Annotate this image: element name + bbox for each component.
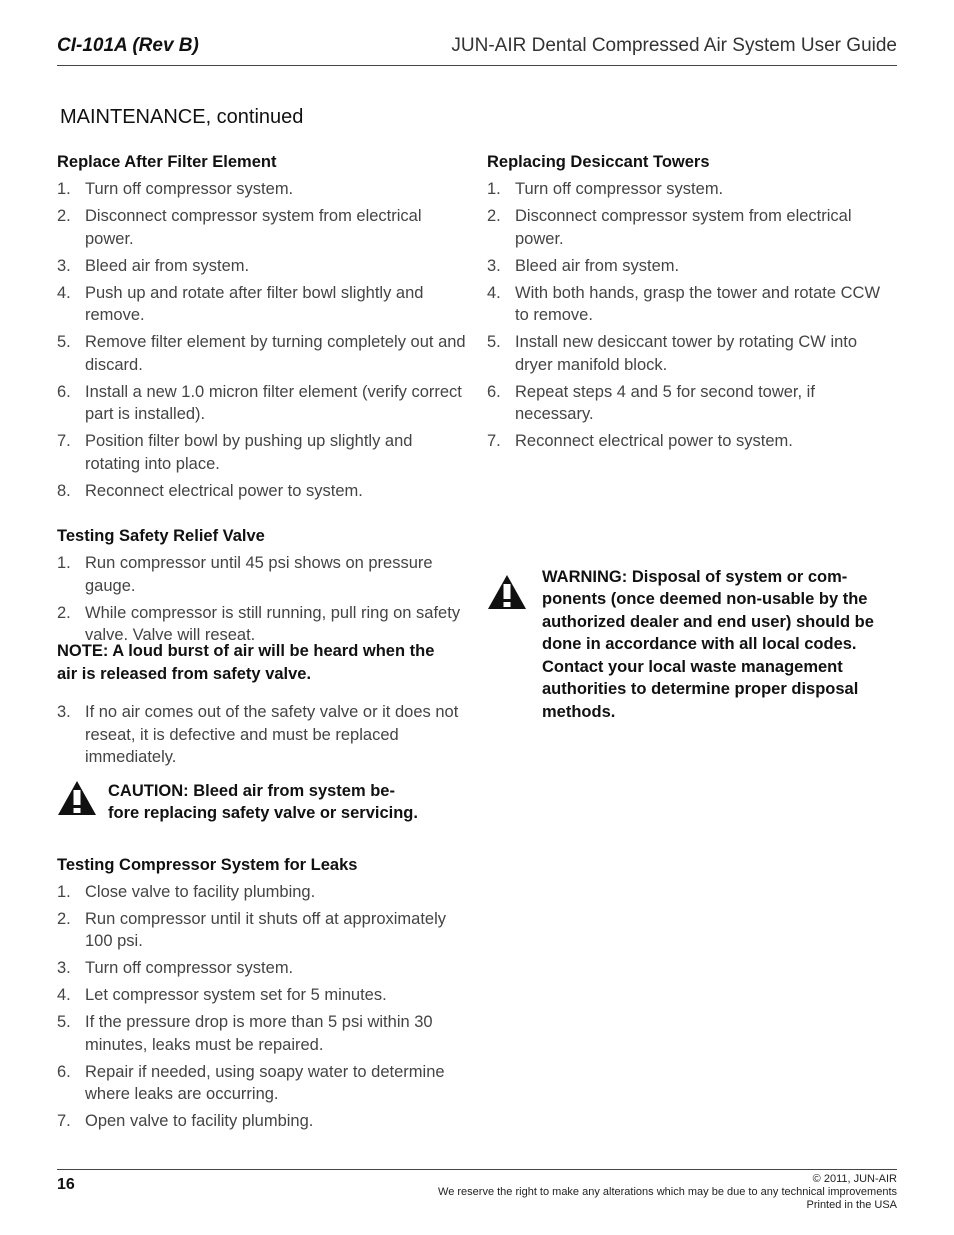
list-item [57, 178, 467, 201]
page-number: 16 [57, 1176, 75, 1193]
list-item [487, 205, 897, 250]
step-number: 6. [57, 382, 71, 401]
step-number: 7. [57, 1112, 71, 1130]
step-number: 4. [57, 283, 71, 302]
step-text: Repair if needed, using soapy water to determine where leaks are occurring. [85, 1062, 445, 1103]
filter-heading: Replace After Filter Element [57, 153, 277, 171]
desiccant-heading: Replacing Desiccant Towers [487, 153, 710, 171]
list-item [57, 381, 467, 426]
step-number: 1. [487, 180, 501, 198]
step-text: Push up and rotate after filter bowl slightly and remove. [85, 283, 424, 324]
step-number: 5. [487, 333, 501, 351]
section-title: MAINTENANCE, continued [60, 106, 304, 128]
step-number: 1. [57, 554, 71, 572]
right-column [487, 152, 897, 723]
list-item [57, 331, 467, 376]
list-item [57, 205, 467, 250]
warning-box [487, 566, 897, 724]
list-item [57, 984, 467, 1007]
list-item [57, 1110, 467, 1133]
step-number: 3. [57, 703, 71, 721]
step-number: 6. [487, 382, 501, 401]
left-column [57, 152, 467, 1137]
step-number: 5. [57, 333, 71, 351]
relief-steps [57, 552, 467, 647]
list-item [487, 178, 897, 201]
list-item [57, 1061, 467, 1106]
step-text: Run compressor until it shuts off at approximately 100 psi. [85, 909, 447, 950]
list-item [487, 282, 897, 327]
step-text: Install new desiccant tower by rotating CW into dryer manifold block. [515, 333, 858, 374]
list-item [57, 480, 467, 503]
list-item [57, 552, 467, 597]
step-number: 7. [57, 432, 71, 450]
step-text: Run compressor until 45 psi shows on pressure gauge. [85, 554, 433, 595]
step-text: If no air comes out of the safety valve or it does not reseat, it is defective and must be replaced immediately. [85, 703, 459, 766]
list-item [57, 957, 467, 980]
filter-section [57, 152, 467, 502]
leaks-section [57, 855, 467, 1133]
step-text: With both hands, grasp the tower and rotate CCW to remove. [515, 283, 881, 324]
step-text: Bleed air from system. [85, 256, 250, 275]
step-number: 6. [57, 1062, 71, 1081]
step-text: Open valve to facility plumbing. [85, 1112, 314, 1130]
step-number: 3. [57, 959, 71, 977]
document-title: JUN-AIR Dental Compressed Air System User Guide [451, 35, 897, 56]
step-text: Remove filter element by turning completely out and discard. [85, 333, 466, 374]
relief-steps-continued [57, 701, 467, 769]
step-number: 4. [487, 283, 501, 302]
list-item [57, 602, 467, 647]
warning-triangle-icon [487, 574, 527, 615]
list-item [57, 1011, 467, 1056]
step-text: Turn off compressor system. [85, 959, 294, 977]
leaks-steps [57, 881, 467, 1133]
relief-section [57, 526, 467, 822]
list-item [57, 430, 467, 475]
step-text: Disconnect compressor system from electrical power. [515, 207, 852, 248]
step-text: Turn off compressor system. [515, 180, 724, 198]
header-divider [57, 65, 897, 66]
printed-text: Printed in the USA [806, 1199, 897, 1211]
step-number: 2. [57, 909, 71, 928]
filter-steps [57, 178, 467, 502]
step-text: While compressor is still running, pull ring on safety valve. Valve will reseat. [85, 603, 461, 644]
list-item [57, 701, 467, 769]
document-id: CI-101A (Rev B) [57, 35, 199, 56]
step-text: Reconnect electrical power to system. [85, 481, 363, 500]
list-item [487, 331, 897, 376]
footer-notice [438, 1173, 897, 1212]
step-text: Disconnect compressor system from electrical power. [85, 207, 422, 248]
footer-divider [57, 1169, 897, 1170]
step-text: Install a new 1.0 micron filter element (verify correct part is installed). [85, 382, 462, 423]
step-number: 1. [57, 180, 71, 198]
desiccant-steps [487, 178, 897, 453]
list-item [57, 282, 467, 327]
caution-text: CAUTION: Bleed air from system be-fore replacing safety valve or servicing. [108, 781, 418, 822]
relief-heading: Testing Safety Relief Valve [57, 527, 265, 545]
step-number: 3. [57, 256, 71, 275]
step-number: 2. [57, 207, 71, 225]
warning-triangle-icon [57, 780, 97, 821]
step-text: Let compressor system set for 5 minutes. [85, 986, 387, 1004]
step-number: 1. [57, 882, 71, 901]
list-item [57, 908, 467, 953]
step-text: If the pressure drop is more than 5 psi within 30 minutes, leaks must be repaired. [85, 1013, 433, 1054]
relief-note: NOTE: A loud burst of air will be heard when the air is released from safety valve. [57, 642, 435, 683]
step-number: 3. [487, 256, 501, 275]
step-text: Bleed air from system. [515, 256, 680, 275]
step-number: 7. [487, 432, 501, 450]
step-text: Reconnect electrical power to system. [515, 432, 793, 450]
leaks-heading: Testing Compressor System for Leaks [57, 855, 358, 874]
list-item [487, 430, 897, 453]
step-text: Position filter bowl by pushing up slightly and rotating into place. [85, 432, 413, 473]
copyright-text: © 2011, JUN-AIR [812, 1173, 897, 1185]
step-text: Repeat steps 4 and 5 for second tower, if necessary. [515, 382, 815, 423]
list-item [57, 255, 467, 278]
caution-box [57, 780, 467, 822]
list-item [487, 255, 897, 278]
step-number: 5. [57, 1013, 71, 1031]
step-text: Close valve to facility plumbing. [85, 882, 316, 901]
step-number: 2. [487, 207, 501, 225]
list-item [487, 381, 897, 426]
step-number: 4. [57, 986, 71, 1004]
step-number: 2. [57, 603, 71, 622]
disclaimer-text: We reserve the right to make any alterations which may be due to any technical improvements [438, 1186, 897, 1198]
step-text: Turn off compressor system. [85, 180, 294, 198]
step-number: 8. [57, 481, 71, 500]
warning-text: WARNING: Disposal of system or com-ponents (once deemed non-usable by the authorized dealer and end user) should be done in accordance with all local codes. Contact your local waste management authorities to determine proper disposal methods. [542, 567, 874, 721]
list-item [57, 881, 467, 904]
desiccant-section [487, 152, 897, 453]
